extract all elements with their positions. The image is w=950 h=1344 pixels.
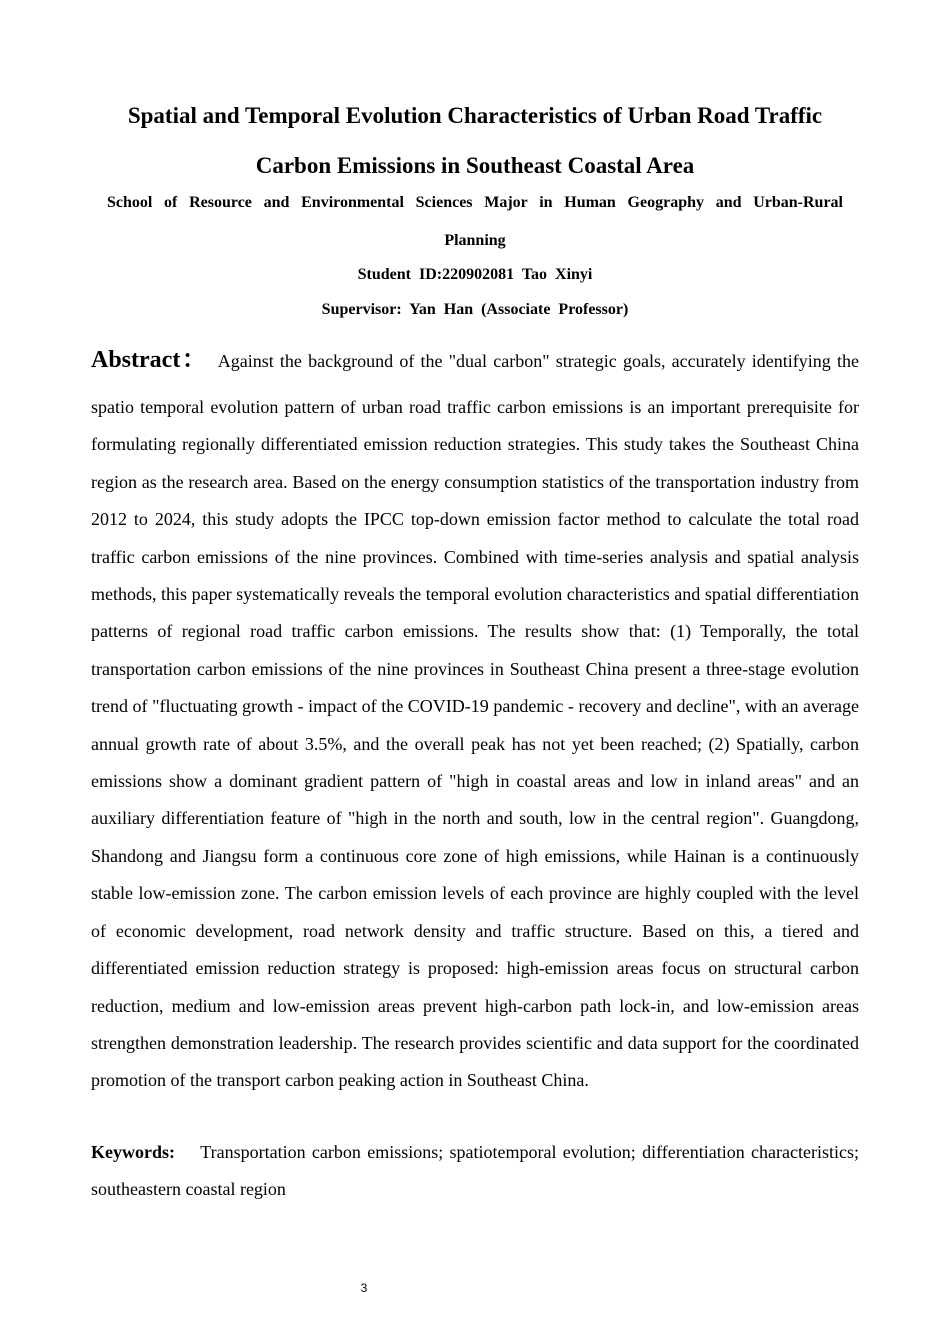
supervisor-line: Supervisor: Yan Han (Associate Professor) <box>321 301 629 318</box>
keywords-text: Transportation carbon emissions; spatiotemporal evolution; differentiation characteristics; southeastern coastal region <box>91 1142 860 1199</box>
abstract-first-line-text: Against the background of the "dual carbon" strategic goals, accurately identifying the <box>217 351 859 371</box>
affiliation-line-1: School of Resource and Environmental Sciences Major in Human Geography and Urban-Rural <box>107 194 843 211</box>
paper-title-line-1: Spatial and Temporal Evolution Characteristics of Urban Road Traffic <box>127 103 823 128</box>
keywords-label: Keywords: <box>91 1142 175 1162</box>
affiliation-line-2: Planning <box>444 232 506 249</box>
page-number: 3 <box>360 1281 368 1295</box>
student-id-line: Student ID:220902081 Tao Xinyi <box>357 266 593 283</box>
abstract-first-line <box>91 340 859 381</box>
abstract-body: spatio temporal evolution pattern of urban road traffic carbon emissions is an important prerequisite for formulating regionally differentiated emission reduction strategies. This study takes the Southeast China region as the research area. Based on the energy consumption statistics of the transportation industry from 2012 to 2024, this study adopts the IPCC top-down emission factor method to calculate the total road traffic carbon emissions of the nine provinces. Combined with time-series analysis and spatial analysis methods, this paper systematically reveals the temporal evolution characteristics and spatial differentiation patterns of regional road traffic carbon emissions. The results show that: (1) Temporally, the total transportation carbon emissions of the nine provinces in Southeast China present a three-stage evolution trend of "fluctuating growth - impact of the COVID-19 pandemic - recovery and decline", with an average annual growth rate of about 3.5%, and the overall peak has not yet been reached; (2) Spatially, carbon emissions show a dominant gradient pattern of "high in coastal areas and low in inland areas" and an auxiliary differentiation feature of "high in the north and south, low in the central region". Guangdong, Shandong and Jiangsu form a continuous core zone of high emissions, while Hainan is a continuously stable low-emission zone. The carbon emission levels of each province are highly coupled with the level of economic development, road network density and traffic structure. Based on this, a tiered and differentiated emission reduction strategy is proposed: high-emission areas focus on structural carbon reduction, medium and low-emission areas prevent high-carbon path lock-in, and low-emission areas strengthen demonstration leadership. The research provides scientific and data support for the coordinated promotion of the transport carbon peaking action in Southeast China. <box>91 397 859 1091</box>
abstract-label: Abstract： <box>91 347 208 373</box>
paper-title-line-2: Carbon Emissions in Southeast Coastal Area <box>255 153 695 178</box>
keywords-section <box>91 1134 859 1208</box>
abstract-section <box>91 340 859 1100</box>
